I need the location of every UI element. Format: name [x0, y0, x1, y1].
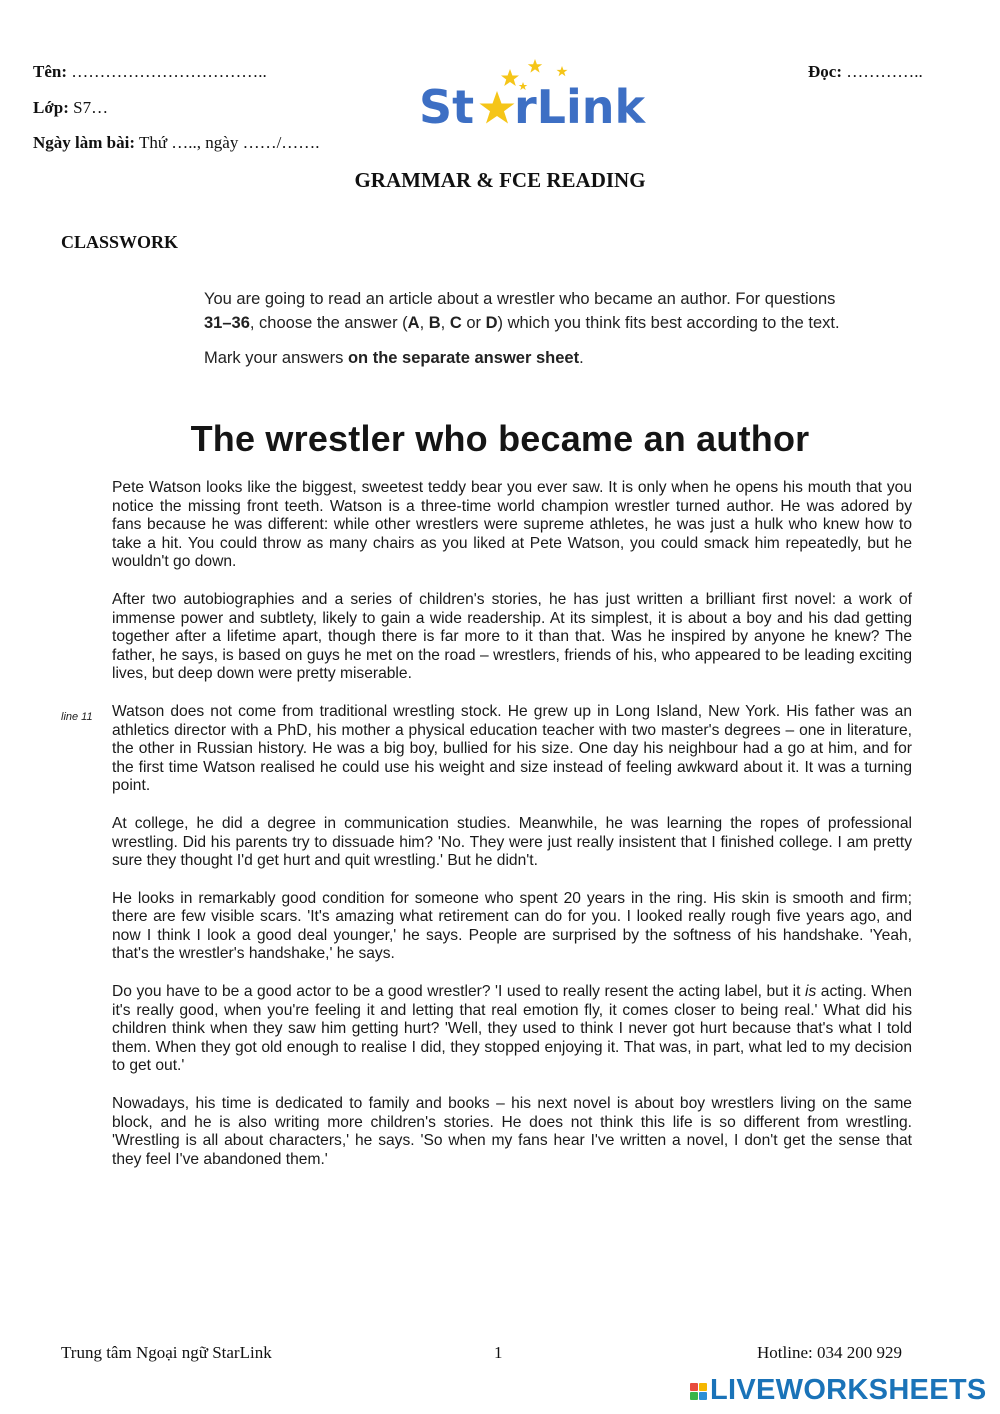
name-label: Tên:: [33, 62, 67, 81]
liveworksheets-icon: [690, 1383, 707, 1400]
class-value: S7…: [68, 98, 109, 117]
class-label: Lớp:: [33, 98, 69, 117]
page-number: 1: [494, 1343, 503, 1362]
article-paragraph-5: He looks in remarkably good condition for someone who spent 20 years in the ring. His skin is smooth and firm; there are few visible scars. 'It's amazing what retirement can do for you. I looked really rough five years ago, and now I think I look a good deal younger,' he says. People are surprised by the softness of his handshake. 'Yeah, that's the wrestler's handshake,' he says.: [112, 889, 912, 963]
instruction-paragraph-1: You are going to read an article about a wrestler who became an author. For questions 31–36, choose the answer (A, B, C or D) which you think fits best according to the text.: [204, 290, 840, 332]
date-value: Thứ ….., ngày ……/…….: [135, 133, 320, 152]
logo-star-3: [557, 66, 568, 76]
starlink-logo: [415, 55, 655, 135]
reading-label: Đọc:: [808, 62, 842, 81]
task-instructions: [204, 287, 864, 381]
instruction-paragraph-2: Mark your answers on the separate answer sheet.: [204, 349, 584, 367]
class-field: [33, 98, 108, 118]
article-paragraph-6: Do you have to be a good actor to be a good wrestler? 'I used to really resent the acting label, but it is acting. When it's really good, when you're feeling it and letting that real emotion fly, it comes closer to being real.' What did his children think when they saw him getting hurt? 'Well, they used to think I never got hurt because that's what I told them. When they got old enough to realise I did, they stopped enjoying it. That was, in part, what led to my decision to get out.': [112, 983, 912, 1075]
name-blank: ……………………………..: [67, 62, 267, 81]
article-paragraph-1: Pete Watson looks like the biggest, sweetest teddy bear you ever saw. It is only when he opens his mouth that you notice the missing front teeth. Watson is a three-time world champion wrestler turned author. He was adored by fans because he was different: while other wrestlers were supreme athletes, he was just a hulk who knew how to take a hit. You could throw as many chairs as you liked at Pete Watson, you could smack him repeatedly, but he wouldn't go down.: [112, 479, 912, 571]
footer-hotline: Hotline: 034 200 929: [757, 1343, 902, 1362]
article-body: [112, 479, 912, 1188]
name-field: [33, 62, 267, 82]
logo-star-2: [528, 59, 542, 73]
logo-text-rlink: rLink: [514, 80, 646, 134]
line-marker: line 11: [61, 711, 93, 723]
reading-score-field: [808, 62, 923, 82]
article-paragraph-2: After two autobiographies and a series of children's stories, he has just written a brilliant first novel: a work of immense power and subtlety, likely to gain a wide readership. At its simplest, it is about a boy and his dad getting together after a lifetime apart, though there is far more to it than that. Was he inspired by anyone he knew? The father, he says, is based on guys he met on the road – wrestlers, friends of his, who appeared to be leading exciting lives, but deep down were pretty miserable.: [112, 590, 912, 683]
article-paragraph-7: Nowadays, his time is dedicated to family and books – his next novel is about boy wrestlers living on the same block, and he is also writing more children's stories. He does not think this life is so different from wrestling. 'Wrestling is all about characters,' he says. 'So when my fans hear I've written a novel, I don't get the sense that they feel I've abandoned them.': [112, 1095, 912, 1168]
article-paragraph-4: At college, he did a degree in communication studies. Meanwhile, he was learning the ropes of professional wrestling. Did his parents try to dissuade him? 'No. They were just really insistent that I finished college. I am pretty sure they thought I'd get hurt and quit wrestling.' But he didn't.: [112, 814, 912, 870]
page-heading: GRAMMAR & FCE READING: [354, 168, 646, 192]
date-label: Ngày làm bài:: [33, 133, 135, 152]
liveworksheets-text: LIVEWORKSHEETS: [710, 1373, 987, 1406]
reading-blank: …………..: [841, 62, 923, 81]
article-paragraph-3: Watson does not come from traditional wrestling stock. He grew up in Long Island, New York. His father was an athletics director with a PhD, his mother a physical education teacher with two master's degrees – one in literature, the other in Russian history. He was a big boy, bullied for his size. One day his neighbour had a go at him, and for the first time Watson realised he could use his weight and size instead of feeling awkward about it. It was a turning point.: [112, 702, 912, 795]
article-title: The wrestler who became an author: [190, 418, 810, 459]
logo-inner-star: [480, 91, 515, 124]
date-field: [33, 133, 320, 153]
section-label: CLASSWORK: [61, 232, 179, 252]
footer-center-name: Trung tâm Ngoại ngữ StarLink: [61, 1343, 272, 1362]
liveworksheets-logo[interactable]: [690, 1374, 987, 1406]
logo-text-st: St: [419, 80, 475, 134]
